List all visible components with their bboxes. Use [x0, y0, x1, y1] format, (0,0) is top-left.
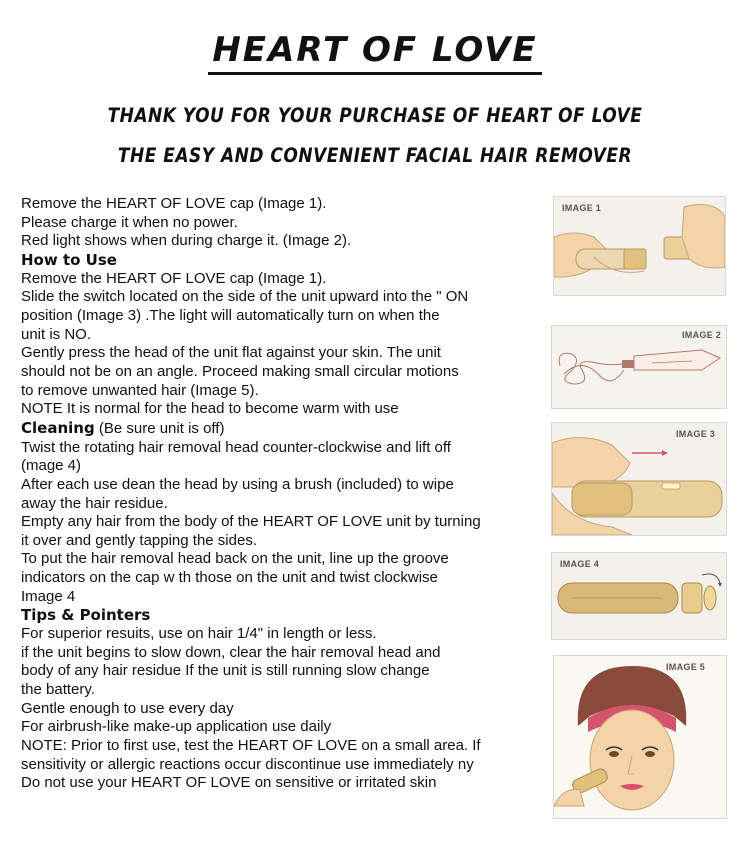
image-1-illustration: [553, 196, 726, 296]
subtitle-thank-you: THANK YOU FOR YOUR PURCHASE OF HEART OF LOVE: [107, 104, 643, 128]
image-2-illustration: [551, 325, 727, 409]
intro-line: Red light shows when during charge it. (Image 2).: [21, 232, 352, 250]
cleaning-line: Image 4: [21, 587, 76, 605]
image-5-label: IMAGE 5: [666, 662, 706, 672]
tips-line: Do not use your HEART OF LOVE on sensitive or irritated skin: [21, 774, 437, 792]
how-to-use-line: Gently press the head of the unit flat against your skin. The unit: [21, 344, 441, 362]
image-4-label: IMAGE 4: [560, 559, 600, 569]
tips-heading: Tips & Pointers: [21, 606, 151, 625]
cleaning-line: indicators on the cap w th those on the unit and twist clockwise: [21, 569, 438, 587]
how-to-use-line: to remove unwanted hair (Image 5).: [21, 381, 259, 399]
cleaning-line: After each use dean the head by using a brush (included) to wipe: [21, 475, 454, 493]
intro-line: Remove the HEART OF LOVE cap (Image 1).: [21, 195, 327, 212]
how-to-use-heading: How to Use: [21, 250, 117, 269]
tips-line: if the unit begins to slow down, clear the hair removal head and: [21, 643, 441, 661]
tips-line: body of any hair residue If the unit is still running slow change: [21, 662, 430, 680]
image-2-label: IMAGE 2: [682, 330, 722, 340]
cleaning-line: (mage 4): [21, 457, 82, 475]
tips-line: Gentle enough to use every day: [21, 699, 234, 717]
cleaning-heading: Cleaning: [21, 418, 95, 437]
image-5-illustration: [553, 655, 727, 819]
cleaning-line: Twist the rotating hair removal head counter-clockwise and lift off: [21, 438, 451, 456]
how-to-use-line: should not be on an angle. Proceed making small circular motions: [21, 362, 459, 380]
cleaning-line: To put the hair removal head back on the unit, line up the groove: [21, 550, 449, 568]
how-to-use-line: position (Image 3) .The light will automatically turn on when the: [21, 306, 440, 324]
cleaning-note: (Be sure unit is off): [94, 419, 225, 437]
how-to-use-line: NOTE It is normal for the head to become warm with use: [21, 400, 399, 418]
tips-line: sensitivity or allergic reactions occur discontinue use immediately ny: [21, 755, 474, 773]
subtitle-product-description: THE EASY AND CONVENIENT FACIAL HAIR REMOVER: [117, 144, 633, 168]
tips-line: the battery.: [21, 681, 95, 699]
image-4-illustration: [551, 552, 727, 640]
image-3-illustration: [551, 422, 727, 536]
how-to-use-line: unit is NO.: [21, 325, 92, 343]
cleaning-line: it over and gently tapping the sides.: [21, 531, 257, 549]
how-to-use-line: Slide the switch located on the side of the unit upward into the " ON: [21, 288, 469, 306]
instructions-text: [21, 195, 561, 793]
intro-line: Please charge it when no power.: [21, 213, 238, 231]
tips-line: For superior resuits, use on hair 1/4" in length or less.: [21, 625, 377, 643]
image-1-label: IMAGE 1: [562, 203, 602, 213]
face-using-device-drawing: [554, 656, 726, 818]
cleaning-line: away the hair residue.: [21, 494, 168, 512]
image-3-label: IMAGE 3: [676, 429, 716, 439]
cleaning-heading-line: [21, 419, 561, 439]
tips-line: NOTE: Prior to first use, test the HEART OF LOVE on a small area. If: [21, 737, 481, 755]
tips-line: For airbrush-like make-up application use daily: [21, 718, 332, 736]
cleaning-line: Empty any hair from the body of the HEART OF LOVE unit by turning: [21, 513, 481, 531]
how-to-use-line: Remove the HEART OF LOVE cap (Image 1).: [21, 269, 327, 287]
page-title: HEART OF LOVE: [0, 30, 750, 70]
switch-on-drawing: [552, 423, 726, 535]
